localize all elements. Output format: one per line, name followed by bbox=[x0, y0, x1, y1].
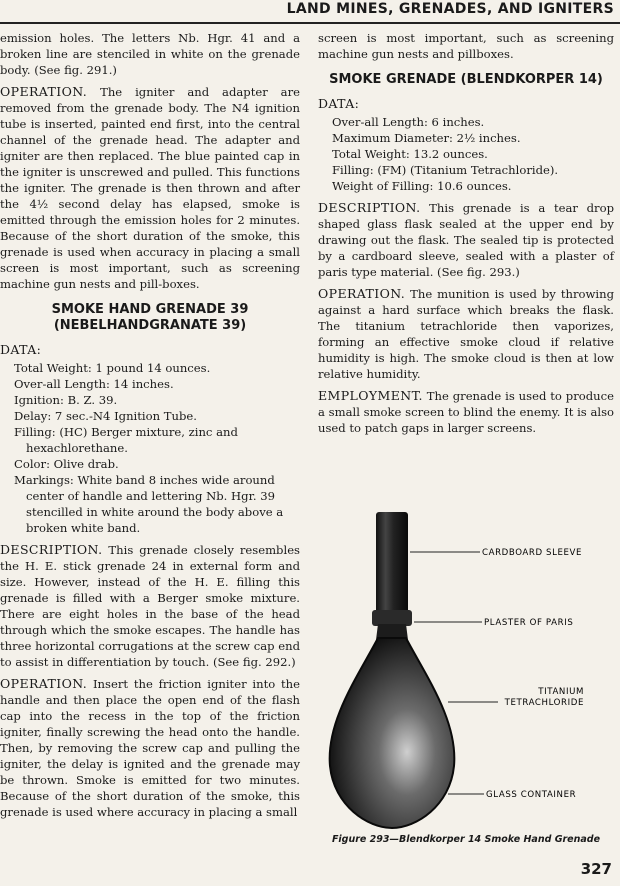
grenade-illustration bbox=[318, 506, 614, 836]
operation-lead: OPERATION. bbox=[0, 676, 88, 691]
data-item: Ignition: B. Z. 39. bbox=[14, 393, 118, 407]
cardboard-sleeve-shape bbox=[376, 512, 408, 614]
description-text: This grenade is a tear drop shaped glass flask sealed at the upper end by drawing out the flask. The sealed tip is protected by a cardboard sleeve, sealed with a plaster of paris type material. (See fig. 293.) bbox=[318, 201, 614, 279]
label-plaster-of-paris: PLASTER OF PARIS bbox=[484, 618, 574, 628]
left-operation-paragraph-2 bbox=[0, 676, 300, 820]
right-paragraph-1: screen is most important, such as screening machine gun nests and pillboxes. bbox=[318, 31, 614, 61]
label-cardboard-sleeve: CARDBOARD SLEEVE bbox=[482, 548, 583, 558]
left-column bbox=[0, 30, 300, 826]
left-description-paragraph bbox=[0, 542, 300, 670]
data-item: Markings: White band 8 inches wide around center of handle and lettering Nb. Hgr. 39 stencilled in white around the body above a broken white band. bbox=[14, 473, 284, 535]
figure-caption: Figure 293—Blendkorper 14 Smoke Hand Grenade bbox=[331, 834, 601, 845]
operation-text: Insert the friction igniter into the handle and then place the open end of the flash cap into the recess in the top of the friction igniter, finally screwing the head onto the handle. Then, by removing the screw cap and pulling the igniter, the delay is ignited and the grenade may be thrown. Smoke is emitted for two minutes. Because of the short duration of the smoke, this grenade is used where accuracy in placing a small bbox=[0, 677, 300, 819]
plaster-band-shape bbox=[372, 610, 412, 626]
employment-text: The grenade is used to produce a small smoke screen to blind the enemy. It is also used to patch gaps in larger screens. bbox=[318, 389, 614, 435]
label-glass-container: GLASS CONTAINER bbox=[486, 790, 577, 800]
label-tetrachloride: TETRACHLORIDE bbox=[504, 698, 584, 708]
data-item: Color: Olive drab. bbox=[14, 457, 119, 471]
data-item: Over-all Length: 14 inches. bbox=[14, 377, 174, 391]
operation-text: The igniter and adapter are removed from the grenade body. The N4 ignition tube is inserted, painted end first, into the central channel of the grenade head. The adapter and igniter are then replaced. The blue painted cap in the igniter is unscrewed and pulled. This functions the igniter. The grenade is then thrown and after the 4½ second delay has elapsed, smoke is emitted through the emission holes for 2 minutes. Because of the short duration of the smoke, this grenade is used when accuracy in placing a small screen is most important, such as screening machine gun nests and pill-boxes. bbox=[0, 85, 300, 291]
right-description-paragraph bbox=[318, 200, 614, 280]
employment-lead: EMPLOYMENT. bbox=[318, 388, 423, 403]
data-item: Filling: (HC) Berger mixture, zinc and hexachlorethane. bbox=[14, 425, 238, 455]
operation-text: The munition is used by throwing against a hard surface which breaks the flask. The titanium tetrachloride then vaporizes, forming an effective smoke cloud if relative humidity is high. The smoke cloud is then at low relative humidity. bbox=[318, 287, 614, 381]
right-column bbox=[318, 30, 614, 442]
page-number: 327 bbox=[580, 860, 612, 878]
data-item: Filling: (FM) (Titanium Tetrachloride). bbox=[332, 163, 559, 177]
running-header bbox=[0, 0, 620, 24]
operation-lead: OPERATION. bbox=[318, 286, 406, 301]
description-text: This grenade closely resembles the H. E. stick grenade 24 in external form and size. However, instead of the H. E. filling this grenade is filled with a Berger smoke mixture. There are eight holes in the base of the head through which the smoke escapes. The handle has three horizontal corrugations at the screw cap end to assist in differentiation by touch. (See fig. 292.) bbox=[0, 543, 300, 669]
description-lead: DESCRIPTION. bbox=[0, 542, 103, 557]
right-operation-paragraph bbox=[318, 286, 614, 382]
heading-line-2: (NEBELHANDGRANATE 39) bbox=[53, 318, 247, 333]
glass-container-shape bbox=[330, 638, 455, 828]
data-label: DATA: bbox=[318, 96, 360, 111]
section-heading-grenade-39 bbox=[0, 302, 300, 334]
heading-line-1: SMOKE HAND GRENADE 39 bbox=[51, 302, 249, 317]
data-label: DATA: bbox=[0, 342, 42, 357]
running-header-title: LAND MINES, GRENADES, AND IGNITERS bbox=[286, 1, 614, 17]
label-titanium: TITANIUM bbox=[538, 687, 584, 697]
operation-lead: OPERATION. bbox=[0, 84, 88, 99]
data-item: Maximum Diameter: 2½ inches. bbox=[332, 131, 521, 145]
left-paragraph-1: emission holes. The letters Nb. Hgr. 41 and a broken line are stenciled in white on the grenade body. (See fig. 291.) bbox=[0, 31, 300, 77]
section-heading-blendkorper: SMOKE GRENADE (BLENDKORPER 14) bbox=[329, 72, 603, 87]
data-list bbox=[14, 360, 300, 536]
description-lead: DESCRIPTION. bbox=[318, 200, 421, 215]
data-item: Total Weight: 1 pound 14 ounces. bbox=[14, 361, 211, 375]
figure-293 bbox=[318, 506, 614, 836]
data-item: Weight of Filling: 10.6 ounces. bbox=[332, 179, 512, 193]
left-operation-paragraph bbox=[0, 84, 300, 292]
data-item: Over-all Length: 6 inches. bbox=[332, 115, 485, 129]
right-employment-paragraph bbox=[318, 388, 614, 436]
data-item: Total Weight: 13.2 ounces. bbox=[332, 147, 488, 161]
data-list bbox=[332, 114, 614, 194]
data-item: Delay: 7 sec.-N4 Ignition Tube. bbox=[14, 409, 197, 423]
